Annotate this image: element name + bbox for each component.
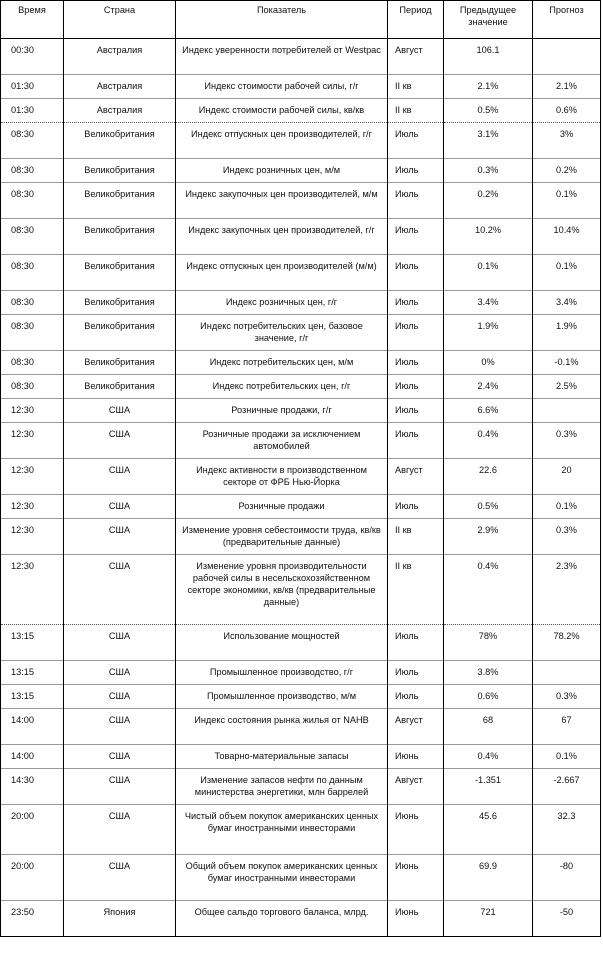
cell-period: Июль bbox=[388, 159, 444, 183]
cell-country: США bbox=[64, 805, 176, 855]
cell-period: Июль bbox=[388, 291, 444, 315]
table-row bbox=[1, 291, 601, 315]
cell-time: 23:50 bbox=[1, 901, 64, 937]
cell-indicator: Индекс розничных цен, м/м bbox=[176, 159, 388, 183]
cell-period: Июнь bbox=[388, 901, 444, 937]
cell-period: Июль bbox=[388, 495, 444, 519]
cell-indicator: Индекс стоимости рабочей силы, кв/кв bbox=[176, 99, 388, 123]
cell-indicator: Общее сальдо торгового баланса, млрд. bbox=[176, 901, 388, 937]
cell-forecast: 1.9% bbox=[533, 315, 601, 351]
cell-time: 08:30 bbox=[1, 351, 64, 375]
cell-country: Австралия bbox=[64, 99, 176, 123]
table-row bbox=[1, 709, 601, 745]
table-row bbox=[1, 685, 601, 709]
cell-time: 08:30 bbox=[1, 219, 64, 255]
cell-country: США bbox=[64, 423, 176, 459]
cell-period: Июль bbox=[388, 399, 444, 423]
cell-time: 13:15 bbox=[1, 661, 64, 685]
cell-forecast: 78.2% bbox=[533, 625, 601, 661]
table-row bbox=[1, 519, 601, 555]
cell-period: Июль bbox=[388, 315, 444, 351]
table-row bbox=[1, 769, 601, 805]
table-row bbox=[1, 855, 601, 901]
cell-previous: 0.4% bbox=[444, 555, 533, 625]
cell-previous: 0.5% bbox=[444, 495, 533, 519]
header-previous: Предыдущее значение bbox=[444, 1, 533, 39]
cell-period: II кв bbox=[388, 519, 444, 555]
cell-forecast: 0.3% bbox=[533, 685, 601, 709]
cell-indicator: Индекс потребительских цен, базовое значение, г/г bbox=[176, 315, 388, 351]
cell-indicator: Индекс розничных цен, г/г bbox=[176, 291, 388, 315]
cell-forecast: 0.1% bbox=[533, 255, 601, 291]
cell-indicator: Индекс закупочных цен производителей, г/г bbox=[176, 219, 388, 255]
cell-previous: 1.9% bbox=[444, 315, 533, 351]
header-forecast: Прогноз bbox=[533, 1, 601, 39]
table-row bbox=[1, 315, 601, 351]
table-row bbox=[1, 123, 601, 159]
cell-period: Июль bbox=[388, 375, 444, 399]
cell-time: 20:00 bbox=[1, 855, 64, 901]
table-row bbox=[1, 255, 601, 291]
cell-country: США bbox=[64, 685, 176, 709]
cell-period: II кв bbox=[388, 75, 444, 99]
cell-period: Июль bbox=[388, 183, 444, 219]
cell-time: 08:30 bbox=[1, 183, 64, 219]
cell-forecast: 0.3% bbox=[533, 423, 601, 459]
cell-period: Июль bbox=[388, 123, 444, 159]
cell-country: США bbox=[64, 495, 176, 519]
cell-forecast bbox=[533, 39, 601, 75]
cell-forecast: -0.1% bbox=[533, 351, 601, 375]
cell-period: Июль bbox=[388, 351, 444, 375]
cell-country: США bbox=[64, 661, 176, 685]
cell-country: Япония bbox=[64, 901, 176, 937]
cell-period: Июль bbox=[388, 661, 444, 685]
cell-indicator: Индекс активности в производственном секторе от ФРБ Нью-Йорка bbox=[176, 459, 388, 495]
cell-forecast: 2.3% bbox=[533, 555, 601, 625]
table-row bbox=[1, 99, 601, 123]
cell-time: 12:30 bbox=[1, 399, 64, 423]
table-row bbox=[1, 183, 601, 219]
cell-indicator: Индекс отпускных цен производителей (м/м) bbox=[176, 255, 388, 291]
cell-time: 08:30 bbox=[1, 291, 64, 315]
cell-indicator: Товарно-материальные запасы bbox=[176, 745, 388, 769]
cell-indicator: Индекс уверенности потребителей от Westpac bbox=[176, 39, 388, 75]
cell-time: 08:30 bbox=[1, 255, 64, 291]
cell-time: 01:30 bbox=[1, 75, 64, 99]
cell-country: Австралия bbox=[64, 75, 176, 99]
cell-time: 12:30 bbox=[1, 459, 64, 495]
cell-period: Июль bbox=[388, 685, 444, 709]
cell-forecast: 10.4% bbox=[533, 219, 601, 255]
cell-country: США bbox=[64, 459, 176, 495]
cell-time: 12:30 bbox=[1, 495, 64, 519]
cell-indicator: Использование мощностей bbox=[176, 625, 388, 661]
table-row bbox=[1, 399, 601, 423]
header-indicator: Показатель bbox=[176, 1, 388, 39]
cell-time: 08:30 bbox=[1, 315, 64, 351]
cell-forecast: 67 bbox=[533, 709, 601, 745]
cell-previous: 0.3% bbox=[444, 159, 533, 183]
cell-forecast: 0.1% bbox=[533, 495, 601, 519]
cell-country: США bbox=[64, 769, 176, 805]
cell-country: Великобритания bbox=[64, 123, 176, 159]
cell-time: 13:15 bbox=[1, 685, 64, 709]
header-period: Период bbox=[388, 1, 444, 39]
cell-previous: 78% bbox=[444, 625, 533, 661]
cell-indicator: Изменение уровня производительности рабочей силы в несельскохозяйственном секторе экономики, кв/кв (предварительные данные) bbox=[176, 555, 388, 625]
cell-indicator: Общий объем покупок американских ценных бумаг иностранными инвесторами bbox=[176, 855, 388, 901]
cell-forecast: 0.1% bbox=[533, 745, 601, 769]
cell-previous: 106.1 bbox=[444, 39, 533, 75]
cell-period: Июль bbox=[388, 219, 444, 255]
cell-previous: 0.2% bbox=[444, 183, 533, 219]
cell-period: II кв bbox=[388, 99, 444, 123]
cell-forecast: 0.6% bbox=[533, 99, 601, 123]
cell-previous: 69.9 bbox=[444, 855, 533, 901]
cell-time: 01:30 bbox=[1, 99, 64, 123]
table-row bbox=[1, 901, 601, 937]
cell-country: США bbox=[64, 709, 176, 745]
header-time: Время bbox=[1, 1, 64, 39]
cell-time: 13:15 bbox=[1, 625, 64, 661]
cell-country: Австралия bbox=[64, 39, 176, 75]
cell-time: 12:30 bbox=[1, 423, 64, 459]
cell-previous: 3.8% bbox=[444, 661, 533, 685]
table-row bbox=[1, 375, 601, 399]
cell-period: Август bbox=[388, 459, 444, 495]
table-row bbox=[1, 39, 601, 75]
cell-previous: 22.6 bbox=[444, 459, 533, 495]
cell-period: Август bbox=[388, 39, 444, 75]
cell-time: 12:30 bbox=[1, 519, 64, 555]
cell-indicator: Чистый объем покупок американских ценных бумаг иностранными инвесторами bbox=[176, 805, 388, 855]
cell-indicator: Индекс потребительских цен, г/г bbox=[176, 375, 388, 399]
cell-previous: 0.4% bbox=[444, 423, 533, 459]
cell-time: 14:00 bbox=[1, 709, 64, 745]
cell-forecast: 0.1% bbox=[533, 183, 601, 219]
cell-country: США bbox=[64, 555, 176, 625]
cell-time: 12:30 bbox=[1, 555, 64, 625]
cell-previous: 0.4% bbox=[444, 745, 533, 769]
table-row bbox=[1, 159, 601, 183]
cell-period: Июнь bbox=[388, 745, 444, 769]
cell-country: США bbox=[64, 855, 176, 901]
cell-time: 08:30 bbox=[1, 375, 64, 399]
table-row bbox=[1, 75, 601, 99]
cell-forecast: 2.5% bbox=[533, 375, 601, 399]
cell-country: Великобритания bbox=[64, 291, 176, 315]
cell-indicator: Индекс стоимости рабочей силы, г/г bbox=[176, 75, 388, 99]
cell-indicator: Розничные продажи, г/г bbox=[176, 399, 388, 423]
table-row bbox=[1, 745, 601, 769]
cell-indicator: Промышленное производство, г/г bbox=[176, 661, 388, 685]
cell-forecast: 0.3% bbox=[533, 519, 601, 555]
header-row bbox=[1, 1, 601, 39]
cell-previous: 3.1% bbox=[444, 123, 533, 159]
cell-previous: -1.351 bbox=[444, 769, 533, 805]
cell-previous: 2.1% bbox=[444, 75, 533, 99]
cell-indicator: Розничные продажи за исключением автомобилей bbox=[176, 423, 388, 459]
cell-previous: 721 bbox=[444, 901, 533, 937]
table-row bbox=[1, 661, 601, 685]
cell-indicator: Индекс отпускных цен производителей, г/г bbox=[176, 123, 388, 159]
cell-previous: 45.6 bbox=[444, 805, 533, 855]
table-row bbox=[1, 625, 601, 661]
cell-time: 20:00 bbox=[1, 805, 64, 855]
cell-country: Великобритания bbox=[64, 183, 176, 219]
cell-forecast: -50 bbox=[533, 901, 601, 937]
cell-period: II кв bbox=[388, 555, 444, 625]
cell-forecast: -2.667 bbox=[533, 769, 601, 805]
cell-forecast: 3.4% bbox=[533, 291, 601, 315]
cell-previous: 2.4% bbox=[444, 375, 533, 399]
cell-indicator: Промышленное производство, м/м bbox=[176, 685, 388, 709]
table-row bbox=[1, 805, 601, 855]
cell-previous: 10.2% bbox=[444, 219, 533, 255]
cell-forecast: 2.1% bbox=[533, 75, 601, 99]
cell-period: Август bbox=[388, 709, 444, 745]
cell-period: Август bbox=[388, 769, 444, 805]
cell-period: Июнь bbox=[388, 855, 444, 901]
cell-time: 14:00 bbox=[1, 745, 64, 769]
cell-time: 08:30 bbox=[1, 123, 64, 159]
cell-country: США bbox=[64, 399, 176, 423]
cell-previous: 68 bbox=[444, 709, 533, 745]
table-row bbox=[1, 459, 601, 495]
cell-time: 14:30 bbox=[1, 769, 64, 805]
cell-period: Июнь bbox=[388, 805, 444, 855]
cell-forecast: 32.3 bbox=[533, 805, 601, 855]
cell-previous: 0.6% bbox=[444, 685, 533, 709]
cell-country: США bbox=[64, 519, 176, 555]
cell-indicator: Изменение уровня себестоимости труда, кв/кв (предварительные данные) bbox=[176, 519, 388, 555]
cell-time: 08:30 bbox=[1, 159, 64, 183]
header-country: Страна bbox=[64, 1, 176, 39]
cell-period: Июль bbox=[388, 625, 444, 661]
table-row bbox=[1, 351, 601, 375]
cell-previous: 2.9% bbox=[444, 519, 533, 555]
cell-previous: 0.1% bbox=[444, 255, 533, 291]
cell-indicator: Индекс потребительских цен, м/м bbox=[176, 351, 388, 375]
table-row bbox=[1, 219, 601, 255]
cell-previous: 0% bbox=[444, 351, 533, 375]
cell-forecast bbox=[533, 661, 601, 685]
cell-indicator: Розничные продажи bbox=[176, 495, 388, 519]
cell-forecast: 3% bbox=[533, 123, 601, 159]
table-row bbox=[1, 423, 601, 459]
cell-previous: 6.6% bbox=[444, 399, 533, 423]
cell-period: Июль bbox=[388, 423, 444, 459]
cell-forecast: 20 bbox=[533, 459, 601, 495]
table-row bbox=[1, 495, 601, 519]
cell-indicator: Индекс закупочных цен производителей, м/м bbox=[176, 183, 388, 219]
cell-country: Великобритания bbox=[64, 375, 176, 399]
cell-country: США bbox=[64, 625, 176, 661]
cell-country: Великобритания bbox=[64, 315, 176, 351]
cell-indicator: Индекс состояния рынка жилья от NAHB bbox=[176, 709, 388, 745]
cell-forecast: -80 bbox=[533, 855, 601, 901]
cell-country: Великобритания bbox=[64, 219, 176, 255]
cell-indicator: Изменение запасов нефти по данным министерства энергетики, млн баррелей bbox=[176, 769, 388, 805]
cell-previous: 3.4% bbox=[444, 291, 533, 315]
table-row bbox=[1, 555, 601, 625]
cell-previous: 0.5% bbox=[444, 99, 533, 123]
cell-country: Великобритания bbox=[64, 159, 176, 183]
cell-period: Июль bbox=[388, 255, 444, 291]
cell-forecast: 0.2% bbox=[533, 159, 601, 183]
cell-time: 00:30 bbox=[1, 39, 64, 75]
cell-country: Великобритания bbox=[64, 351, 176, 375]
cell-forecast bbox=[533, 399, 601, 423]
cell-country: США bbox=[64, 745, 176, 769]
cell-country: Великобритания bbox=[64, 255, 176, 291]
